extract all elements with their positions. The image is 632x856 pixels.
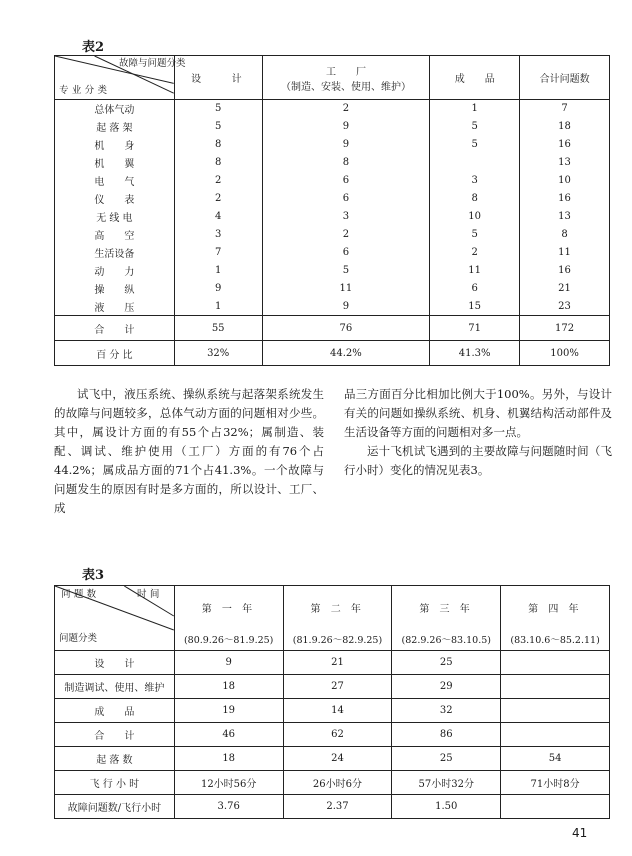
table-cell: 100% <box>520 341 610 366</box>
table-cell: 10 <box>520 172 610 190</box>
table-cell: 46 <box>174 723 283 747</box>
table-row <box>55 298 610 316</box>
table-cell: 1 <box>174 298 262 316</box>
table-row <box>55 280 610 298</box>
row-label: 起 落 数 <box>55 747 175 771</box>
table2-total-row <box>55 316 610 341</box>
table-cell: 86 <box>392 723 501 747</box>
table-cell: 11 <box>520 244 610 262</box>
table-row <box>55 172 610 190</box>
table-cell: 54 <box>501 747 610 771</box>
table-cell: 8 <box>262 154 430 172</box>
table-cell: 71小时8分 <box>501 771 610 795</box>
table-row <box>55 747 610 771</box>
table-cell: 55 <box>174 316 262 341</box>
table-row <box>55 118 610 136</box>
table3-col-range: (83.10.6～85.2.11) <box>501 628 610 650</box>
table-cell: 16 <box>520 262 610 280</box>
table-cell: 19 <box>174 699 283 723</box>
table-cell: 6 <box>262 172 430 190</box>
table3-col-range: (82.9.26～83.10.5) <box>392 628 501 650</box>
row-label: 液 压 <box>55 298 175 316</box>
table3-corner-bottom: 问题分类 <box>59 633 98 644</box>
table-cell <box>501 675 610 699</box>
table-cell: 2 <box>174 190 262 208</box>
row-label: 制造调试、使用、维护 <box>55 675 175 699</box>
table-cell: 76 <box>262 316 430 341</box>
row-label: 操 纵 <box>55 280 175 298</box>
table-cell: 9 <box>262 118 430 136</box>
table-cell: 11 <box>430 262 520 280</box>
table-cell: 1 <box>174 262 262 280</box>
table-cell: 3.76 <box>174 795 283 819</box>
table-cell: 3 <box>262 208 430 226</box>
table-cell: 25 <box>392 651 501 675</box>
row-label: 百 分 比 <box>55 341 175 366</box>
table-cell: 32% <box>174 341 262 366</box>
table-cell: 5 <box>430 136 520 154</box>
table-row <box>55 795 610 819</box>
table-cell: 6 <box>262 190 430 208</box>
table-cell: 6 <box>430 280 520 298</box>
table-cell: 5 <box>174 118 262 136</box>
table-cell: 3 <box>174 226 262 244</box>
table-cell: 21 <box>520 280 610 298</box>
table-cell: 1 <box>430 100 520 118</box>
table3-corner-top: 问题数 <box>61 589 100 600</box>
table3 <box>54 585 610 819</box>
table-cell: 7 <box>174 244 262 262</box>
table-cell <box>430 154 520 172</box>
table-cell: 4 <box>174 208 262 226</box>
table2-col-header: 工 厂 （制造、安装、使用、维护） <box>262 56 430 100</box>
table-cell: 29 <box>392 675 501 699</box>
table-cell: 21 <box>283 651 392 675</box>
table-cell <box>501 723 610 747</box>
table2 <box>54 55 610 100</box>
table-row <box>55 651 610 675</box>
table-cell: 9 <box>262 136 430 154</box>
table-cell: 71 <box>430 316 520 341</box>
table-cell: 13 <box>520 154 610 172</box>
table-cell: 8 <box>520 226 610 244</box>
table-cell: 9 <box>174 280 262 298</box>
table2-col-header: 合计问题数 <box>520 56 610 100</box>
paragraph-right: 品三方面百分比相加比例大于100%。另外，与设计有关的问题如操纵系统、机身、机翼结构活动部件及生活设备等方面的问题相对多一点。 运十飞机试飞遇到的主要故障与问题随时间（飞行小时）变化的情况见表3。 <box>344 387 612 477</box>
table-cell <box>501 795 610 819</box>
table-cell: 18 <box>520 118 610 136</box>
table-cell <box>501 651 610 675</box>
row-label: 设 计 <box>55 651 175 675</box>
table-cell: 2 <box>262 100 430 118</box>
table3-col-header: 第 一 年 <box>174 586 283 629</box>
row-label: 动 力 <box>55 262 175 280</box>
row-label: 机 翼 <box>55 154 175 172</box>
table-cell: 2 <box>174 172 262 190</box>
table-row <box>55 136 610 154</box>
table-cell: 7 <box>520 100 610 118</box>
table-cell: 8 <box>430 190 520 208</box>
table-cell: 8 <box>174 154 262 172</box>
row-label: 仪 表 <box>55 190 175 208</box>
table2-corner-header <box>55 56 186 100</box>
table-row <box>55 771 610 795</box>
table3-caption: 表3 <box>82 568 105 583</box>
table-cell: 9 <box>262 298 430 316</box>
table-cell: 57小时32分 <box>392 771 501 795</box>
table-cell: 41.3% <box>430 341 520 366</box>
table-cell: 44.2% <box>262 341 430 366</box>
table-row <box>55 226 610 244</box>
paragraph-left: 试飞中，液压系统、操纵系统与起落架系统发生的故障与问题较多，总体气动方面的问题相对少些。其中，属设计方面的有55个占32%；属制造、装配、调试、维护使用（工厂）方面的有76个占44.2%；属成品方面的71个占41.3%。一个故障与问题发生的原因有时是多方面的，所以设计、工厂、成 <box>54 387 324 515</box>
table-cell: 6 <box>262 244 430 262</box>
table2-col-header: 设 计 <box>174 56 262 100</box>
table-cell: 9 <box>174 651 283 675</box>
table-cell: 11 <box>262 280 430 298</box>
row-label: 总体气动 <box>55 100 175 118</box>
table2-caption: 表2 <box>82 40 105 55</box>
row-label: 机 身 <box>55 136 175 154</box>
table-cell: 16 <box>520 136 610 154</box>
table3-col-header: 第 三 年 <box>392 586 501 629</box>
table-cell: 8 <box>174 136 262 154</box>
table-cell: 5 <box>430 118 520 136</box>
table-cell: 15 <box>430 298 520 316</box>
table-cell: 5 <box>430 226 520 244</box>
table-cell: 16 <box>520 190 610 208</box>
table-cell: 10 <box>430 208 520 226</box>
table-cell: 5 <box>174 100 262 118</box>
table2-body <box>54 99 610 366</box>
table3-corner-header <box>55 586 175 651</box>
table3-col-header: 第 四 年 <box>501 586 610 629</box>
row-label: 合 计 <box>55 723 175 747</box>
table-cell: 12小时56分 <box>174 771 283 795</box>
row-label: 生活设备 <box>55 244 175 262</box>
table-row <box>55 723 610 747</box>
table-cell: 62 <box>283 723 392 747</box>
table-cell <box>501 699 610 723</box>
table-cell: 2.37 <box>283 795 392 819</box>
row-label: 故障问题数/飞行小时 <box>55 795 175 819</box>
table-row <box>55 208 610 226</box>
table-row <box>55 675 610 699</box>
table-cell: 24 <box>283 747 392 771</box>
table-cell: 3 <box>430 172 520 190</box>
table-row <box>55 100 610 118</box>
row-label: 电 气 <box>55 172 175 190</box>
row-label: 起 落 架 <box>55 118 175 136</box>
row-label: 无 线 电 <box>55 208 175 226</box>
table-cell: 1.50 <box>392 795 501 819</box>
table-row <box>55 699 610 723</box>
row-label: 飞 行 小 时 <box>55 771 175 795</box>
table-row <box>55 190 610 208</box>
table-cell: 14 <box>283 699 392 723</box>
table3-col-range: (80.9.26～81.9.25) <box>174 628 283 650</box>
table-cell: 26小时6分 <box>283 771 392 795</box>
table-row <box>55 154 610 172</box>
table2-percent-row <box>55 341 610 366</box>
table-cell: 5 <box>262 262 430 280</box>
table2-corner-bottom: 专业分类 <box>59 85 111 96</box>
table-cell: 2 <box>430 244 520 262</box>
table-cell: 172 <box>520 316 610 341</box>
table2-col-header: 成 品 <box>430 56 520 100</box>
page-number: 41 <box>572 826 588 840</box>
table2-corner-top: 故障与问题分类 <box>119 58 186 69</box>
table-cell: 23 <box>520 298 610 316</box>
table-row <box>55 244 610 262</box>
table-cell: 18 <box>174 675 283 699</box>
row-label: 合 计 <box>55 316 175 341</box>
table-row <box>55 262 610 280</box>
table-cell: 25 <box>392 747 501 771</box>
row-label: 高 空 <box>55 226 175 244</box>
table3-col-range: (81.9.26～82.9.25) <box>283 628 392 650</box>
table-cell: 27 <box>283 675 392 699</box>
table-cell: 13 <box>520 208 610 226</box>
table-cell: 2 <box>262 226 430 244</box>
table3-col-header: 第 二 年 <box>283 586 392 629</box>
table3-corner-top-right: 时间 <box>137 589 163 600</box>
table-cell: 18 <box>174 747 283 771</box>
row-label: 成 品 <box>55 699 175 723</box>
table-cell: 32 <box>392 699 501 723</box>
